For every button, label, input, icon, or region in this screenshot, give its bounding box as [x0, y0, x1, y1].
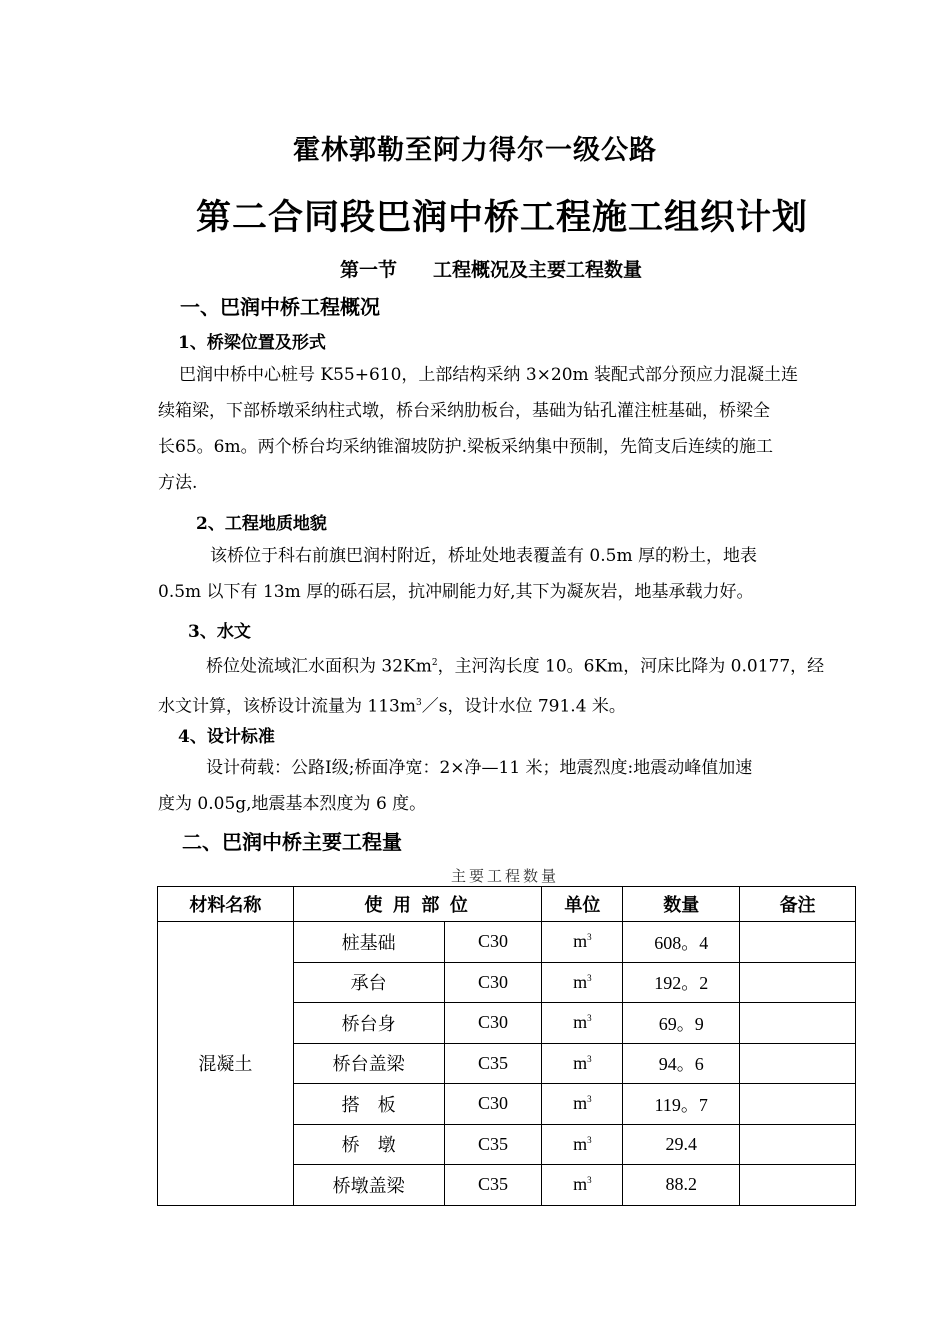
- grade-cell: C35: [444, 1165, 542, 1206]
- sub4-heading: 4、设计标准: [178, 727, 275, 747]
- part-cell: 承台: [293, 962, 444, 1003]
- unit-superscript: 3: [587, 932, 592, 943]
- part1-heading: 一、巴润中桥工程概况: [180, 295, 380, 319]
- document-title-line2: 第二合同段巴润中桥工程施工组织计划: [195, 197, 808, 238]
- unit-superscript: 3: [587, 1013, 592, 1024]
- grade-cell: C30: [444, 962, 542, 1003]
- unit-cell: [542, 922, 623, 963]
- sub1-heading: 1、桥梁位置及形式: [178, 333, 326, 353]
- remark-cell: [740, 1124, 856, 1165]
- sub1-line-2: 续箱梁，下部桥墩采纳柱式墩，桥台采纳肋板台，基础为钻孔灌注桩基础，桥梁全: [158, 401, 770, 421]
- header-quantity: 数量: [623, 887, 740, 922]
- quantity-cell: 608。4: [623, 922, 740, 963]
- part2-heading: 二、巴润中桥主要工程量: [182, 830, 402, 854]
- unit-base: m: [573, 971, 588, 992]
- grade-cell: C30: [444, 1003, 542, 1044]
- part-cell: 桥台盖梁: [293, 1043, 444, 1084]
- sub3-line-1-text-end: ，主河沟长度 10。6Km，河床比降为 0.0177，经: [437, 656, 825, 677]
- quantity-cell: 29.4: [623, 1124, 740, 1165]
- sub3-heading: 3、水文: [188, 622, 251, 642]
- sub3-line-1-superscript: 2: [431, 658, 438, 668]
- document-title-line1: 霍林郭勒至阿力得尔一级公路: [293, 135, 657, 166]
- unit-cell: [542, 1003, 623, 1044]
- remark-cell: [740, 1043, 856, 1084]
- sub3-line-2-text: 水文计算，该桥设计流量为 113m: [158, 696, 416, 717]
- sub3-line-1: [158, 645, 824, 685]
- sub1-line-3: 长65。6m。两个桥台均采纳锥溜坡防护.梁板采纳集中预制，先简支后连续的施工: [158, 437, 773, 457]
- sub2-heading: 2、工程地质地貌: [196, 514, 327, 534]
- table-row: [158, 922, 856, 963]
- unit-superscript: 3: [587, 1134, 592, 1145]
- remark-cell: [740, 922, 856, 963]
- sub4-line-1: 设计荷载：公路Ⅰ级;桥面净宽：2×净—11 米；地震烈度:地震动峰值加速: [206, 758, 753, 778]
- table-body: [158, 922, 856, 1206]
- header-unit: 单位: [542, 887, 623, 922]
- unit-base: m: [573, 931, 588, 952]
- sub4-paragraph: [158, 750, 752, 822]
- part-cell: 桥 墩: [293, 1124, 444, 1165]
- section-name: 工程概况及主要工程数量: [433, 259, 643, 281]
- sub2-line-2: 0.5m 以下有 13m 厚的砾石层，抗冲刷能力好,其下为凝灰岩，地基承载力好。: [158, 582, 754, 602]
- unit-cell: [542, 962, 623, 1003]
- unit-cell: [542, 1043, 623, 1084]
- unit-cell: [542, 1084, 623, 1125]
- part-cell: 桩基础: [293, 922, 444, 963]
- grade-cell: C30: [444, 922, 542, 963]
- sub3-paragraph: [158, 645, 824, 724]
- table-caption: 主要工程数量: [450, 867, 559, 885]
- grade-cell: C35: [444, 1043, 542, 1084]
- sub3-line-1-text: 桥位处流域汇水面积为 32Km: [206, 656, 432, 677]
- remark-cell: [740, 1084, 856, 1125]
- header-usage: 使 用 部 位: [293, 887, 542, 922]
- header-remark: 备注: [740, 887, 856, 922]
- remark-cell: [740, 1165, 856, 1206]
- part-cell: 搭 板: [293, 1084, 444, 1125]
- sub3-line-2-text-end: ／s，设计水位 791.4 米。: [421, 696, 626, 717]
- quantity-cell: 94。6: [623, 1043, 740, 1084]
- unit-cell: [542, 1165, 623, 1206]
- quantity-table: [157, 886, 856, 1206]
- sub1-line-4: 方法.: [158, 473, 198, 493]
- sub1-paragraph: [158, 357, 798, 501]
- quantity-cell: 88.2: [623, 1165, 740, 1206]
- unit-base: m: [573, 1052, 588, 1073]
- part-cell: 桥台身: [293, 1003, 444, 1044]
- unit-base: m: [573, 1174, 588, 1195]
- unit-base: m: [573, 1093, 588, 1114]
- quantity-cell: 119。7: [623, 1084, 740, 1125]
- grade-cell: C30: [444, 1084, 542, 1125]
- unit-superscript: 3: [587, 1175, 592, 1186]
- unit-base: m: [573, 1133, 588, 1154]
- remark-cell: [740, 962, 856, 1003]
- unit-base: m: [573, 1012, 588, 1033]
- sub2-line-1: 该桥位于科右前旗巴润村附近，桥址处地表覆盖有 0.5m 厚的粉土，地表: [210, 546, 757, 566]
- sub3-line-2-superscript: 3: [415, 697, 422, 708]
- quantity-cell: 69。9: [623, 1003, 740, 1044]
- sub2-paragraph: [158, 538, 757, 610]
- section-heading: [340, 255, 642, 282]
- unit-superscript: 3: [587, 1053, 592, 1064]
- part-cell: 桥墩盖梁: [293, 1165, 444, 1206]
- sub3-line-2: [158, 685, 824, 725]
- material-cell: 混凝土: [158, 922, 294, 1206]
- unit-superscript: 3: [587, 1094, 592, 1105]
- sub1-line-1: 巴润中桥中心桩号 K55+610，上部结构采纳 3×20m 装配式部分预应力混凝土连: [179, 365, 799, 385]
- table-header-row: [158, 887, 856, 922]
- unit-superscript: 3: [587, 972, 592, 983]
- remark-cell: [740, 1003, 856, 1044]
- grade-cell: C35: [444, 1124, 542, 1165]
- section-number: 第一节: [340, 259, 398, 281]
- header-material: 材料名称: [158, 887, 294, 922]
- quantity-cell: 192。2: [623, 962, 740, 1003]
- unit-cell: [542, 1124, 623, 1165]
- sub4-line-2: 度为 0.05g,地震基本烈度为 6 度。: [158, 794, 427, 814]
